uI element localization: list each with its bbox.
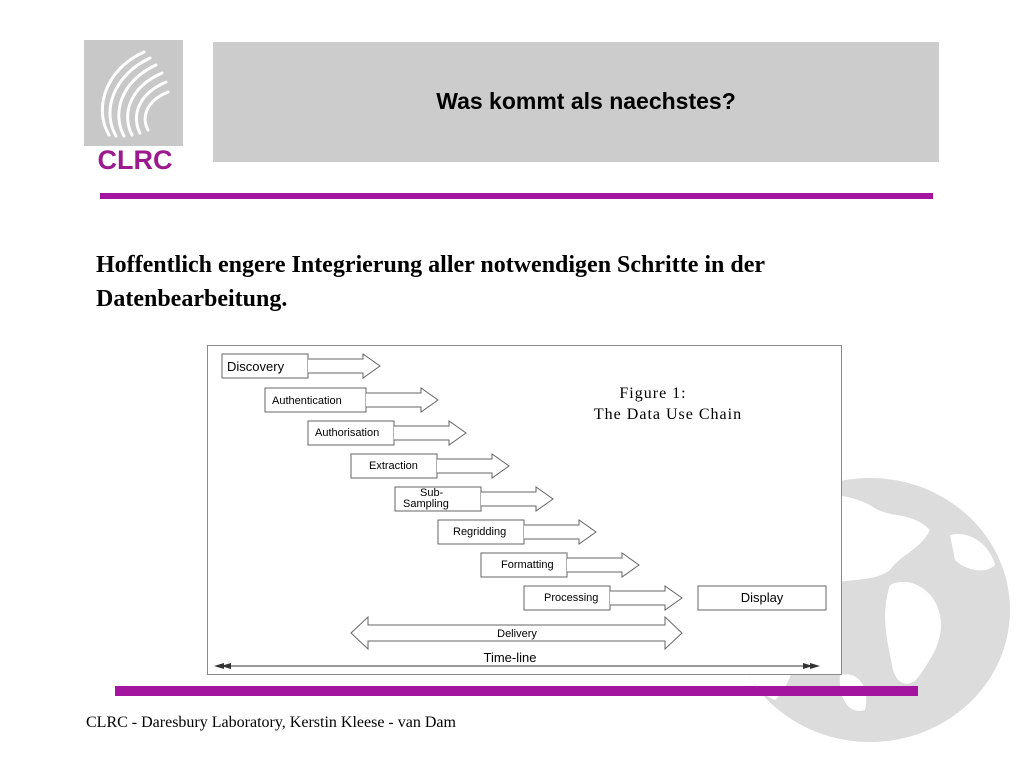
step-label: Authentication (272, 395, 342, 407)
logo-text: CLRC (97, 145, 173, 175)
step-discovery (222, 354, 380, 378)
step-label: Sub- (420, 487, 444, 499)
step-label: Regridding (453, 526, 507, 538)
diagram-canvas (208, 346, 841, 674)
step-label: Extraction (369, 460, 418, 472)
figure-caption-line1: Figure 1: (619, 385, 687, 402)
bottom-divider (115, 686, 918, 696)
step-label: Discovery (227, 359, 285, 374)
clrc-logo-emblem (84, 40, 183, 146)
display-box (698, 586, 826, 610)
delivery-arrow (351, 617, 682, 649)
header-bar (213, 42, 939, 162)
step-extraction (351, 454, 509, 478)
step-label: Authorisation (315, 427, 380, 439)
step-label: Processing (544, 592, 599, 604)
step-formatting (481, 553, 639, 577)
delivery-label: Delivery (497, 628, 537, 640)
swirl-icon (84, 40, 183, 146)
step-authorisation (308, 421, 466, 445)
step-regridding (438, 520, 596, 544)
timeline-label: Time-line (483, 650, 537, 665)
step-processing (524, 586, 682, 610)
step-label-line2: Sampling (403, 498, 449, 510)
figure-caption-line2: The Data Use Chain (593, 406, 743, 423)
page-title: Was kommt als naechstes? (436, 88, 736, 114)
body-text: Hoffentlich engere Integrierung aller notwendigen Schritte in der Datenbearbeitung. (96, 252, 765, 312)
display-label: Display (740, 590, 784, 605)
data-use-chain-figure (207, 345, 842, 675)
step-label: Formatting (501, 559, 554, 571)
step-authentication (265, 388, 438, 412)
step-sub-sampling (395, 487, 553, 511)
top-divider (100, 193, 933, 199)
footer-text: CLRC - Daresbury Laboratory, Kerstin Kleese - van Dam (86, 714, 456, 731)
timeline-axis (214, 650, 820, 669)
